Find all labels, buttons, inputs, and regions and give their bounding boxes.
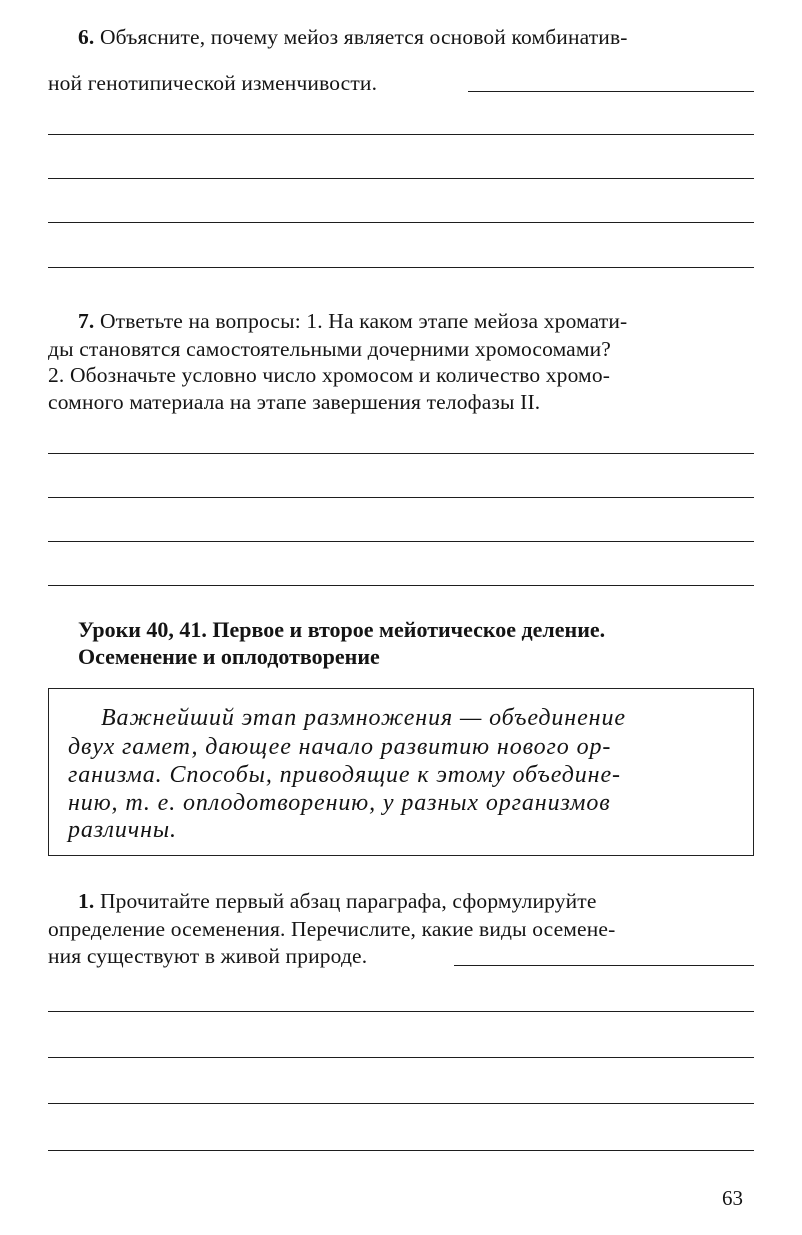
note-line-5: различны. bbox=[68, 817, 177, 843]
q7-number: 7. bbox=[78, 309, 95, 333]
note-box bbox=[48, 688, 754, 856]
q1-line2: определение осеменения. Перечислите, какие виды осемене- bbox=[48, 917, 616, 941]
answer-line[interactable] bbox=[454, 965, 754, 966]
page-number: 63 bbox=[722, 1186, 743, 1210]
note-line-4: нию, т. е. оплодотворению, у разных организмов bbox=[68, 790, 611, 816]
answer-line[interactable] bbox=[48, 134, 754, 135]
q6-text-1: Объясните, почему мейоз является основой комбинатив- bbox=[99, 25, 628, 49]
q7-line4: сомного материала на этапе завершения телофазы II. bbox=[48, 390, 541, 414]
note-line-3: ганизма. Способы, приводящие к этому объедине- bbox=[68, 762, 621, 788]
q6-line2: ной генотипической изменчивости. bbox=[48, 71, 378, 95]
answer-line[interactable] bbox=[48, 222, 754, 223]
answer-line[interactable] bbox=[48, 497, 754, 498]
q7-line2: ды становятся самостоятельными дочерними хромосомами? bbox=[48, 337, 611, 361]
answer-line[interactable] bbox=[468, 91, 754, 92]
lesson-title-2: Осеменение и оплодотворение bbox=[78, 644, 380, 669]
answer-line[interactable] bbox=[48, 585, 754, 586]
answer-line[interactable] bbox=[48, 1011, 754, 1012]
answer-line[interactable] bbox=[48, 453, 754, 454]
answer-line[interactable] bbox=[48, 1103, 754, 1104]
note-line-2: двух гамет, дающее начало развитию нового ор- bbox=[68, 734, 612, 760]
q1-text-1: Прочитайте первый абзац параграфа, сформулируйте bbox=[99, 889, 597, 913]
q7-line3: 2. Обозначьте условно число хромосом и количество хромо- bbox=[48, 363, 611, 387]
q1-number: 1. bbox=[78, 889, 95, 913]
answer-line[interactable] bbox=[48, 1150, 754, 1151]
answer-line[interactable] bbox=[48, 541, 754, 542]
q6-number: 6. bbox=[78, 25, 95, 49]
q1-line1 bbox=[78, 888, 597, 914]
q6-line1 bbox=[78, 24, 628, 50]
answer-line[interactable] bbox=[48, 178, 754, 179]
answer-line[interactable] bbox=[48, 267, 754, 268]
q1-line3: ния существуют в живой природе. bbox=[48, 944, 368, 968]
note-line-1: Важнейший этап размножения — объединение bbox=[101, 705, 626, 731]
answer-line[interactable] bbox=[48, 1057, 754, 1058]
lesson-title-1: Уроки 40, 41. Первое и второе мейотическое деление. bbox=[78, 617, 606, 642]
q7-line1 bbox=[78, 308, 627, 334]
q7-text-1: Ответьте на вопросы: 1. На каком этапе мейоза хромати- bbox=[99, 309, 628, 333]
